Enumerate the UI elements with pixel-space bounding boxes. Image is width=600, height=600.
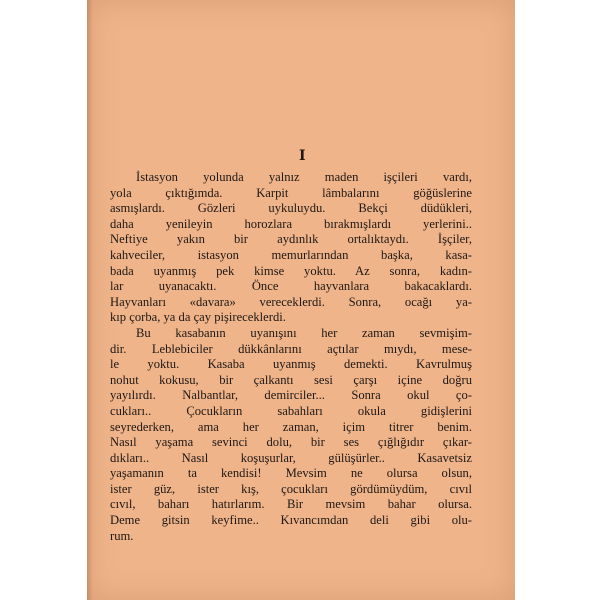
text-line: yaşamanın ta kendisi! Mevsim ne olursa olsun, <box>110 466 472 481</box>
text-line: kahveciler, istasyon memurlarından başka, kasa- <box>110 247 472 262</box>
text-line: dıkları.. Nasıl koşuşurlar, gülüşürler.. Kasavetsiz <box>110 450 472 465</box>
text-line: rum. <box>110 528 134 543</box>
text-line: dir. Leblebiciler dükkânlarını açtılar mıydı, mese- <box>110 341 472 356</box>
text-line: cıvıl, baharı hatırlarım. Bir mevsim bahar olursa. <box>110 497 472 512</box>
page-binding-edge <box>87 0 93 600</box>
text-line: seyrederken, ama her zaman, içim titrer benim. <box>110 419 472 434</box>
text-line: lar uyanacaktı. Önce hayvanlara bakacaklardı. <box>110 279 472 294</box>
text-line: yayılırdı. Nalbantlar, demirciler... Sonra okul ço- <box>110 388 472 403</box>
text-line: Hayvanları «davara» vereceklerdi. Sonra, ocağı ya- <box>110 294 472 309</box>
text-line: nohut kokusu, bir çalkantı sesi çarşı içine doğru <box>110 372 472 387</box>
chapter-heading: I <box>299 148 306 164</box>
body-text <box>110 170 472 544</box>
text-line: Deme gitsin keyfime.. Kıvancımdan deli gibi olu- <box>110 513 472 528</box>
text-line: asmışlardı. Gözleri uykuluydu. Bekçi düdükleri, <box>110 201 472 216</box>
text-line: Neftiye yakın bir aydınlık ortalıktaydı. İşçiler, <box>110 232 472 247</box>
text-line: daha yenileyin horozlara bırakmışlardı yerlerini.. <box>110 216 472 231</box>
text-line: ister güz, ister kış, çocukları gördümüydüm, cıvıl <box>110 481 472 496</box>
text-line: Nasıl yaşama sevinci dolu, bir ses çığlığıdır çıkar- <box>110 435 472 450</box>
text-line: kıp çorba, ya da çay pişireceklerdi. <box>110 310 286 325</box>
text-line: Bu kasabanın uyanışını her zaman sevmişim- <box>136 325 472 340</box>
text-line: İstasyon yolunda yalnız maden işçileri vardı, <box>136 170 472 184</box>
text-line: cukları.. Çocukların sabahları okula gidişlerini <box>110 403 472 418</box>
text-line: bada uyanmış pek kimse yoktu. Az sonra, kadın- <box>110 263 472 278</box>
text-line: le yoktu. Kasaba uyanmış demekti. Kavrulmuş <box>110 357 472 372</box>
text-line: yola çıktığımda. Karpit lâmbalarını göğüslerine <box>110 185 472 200</box>
